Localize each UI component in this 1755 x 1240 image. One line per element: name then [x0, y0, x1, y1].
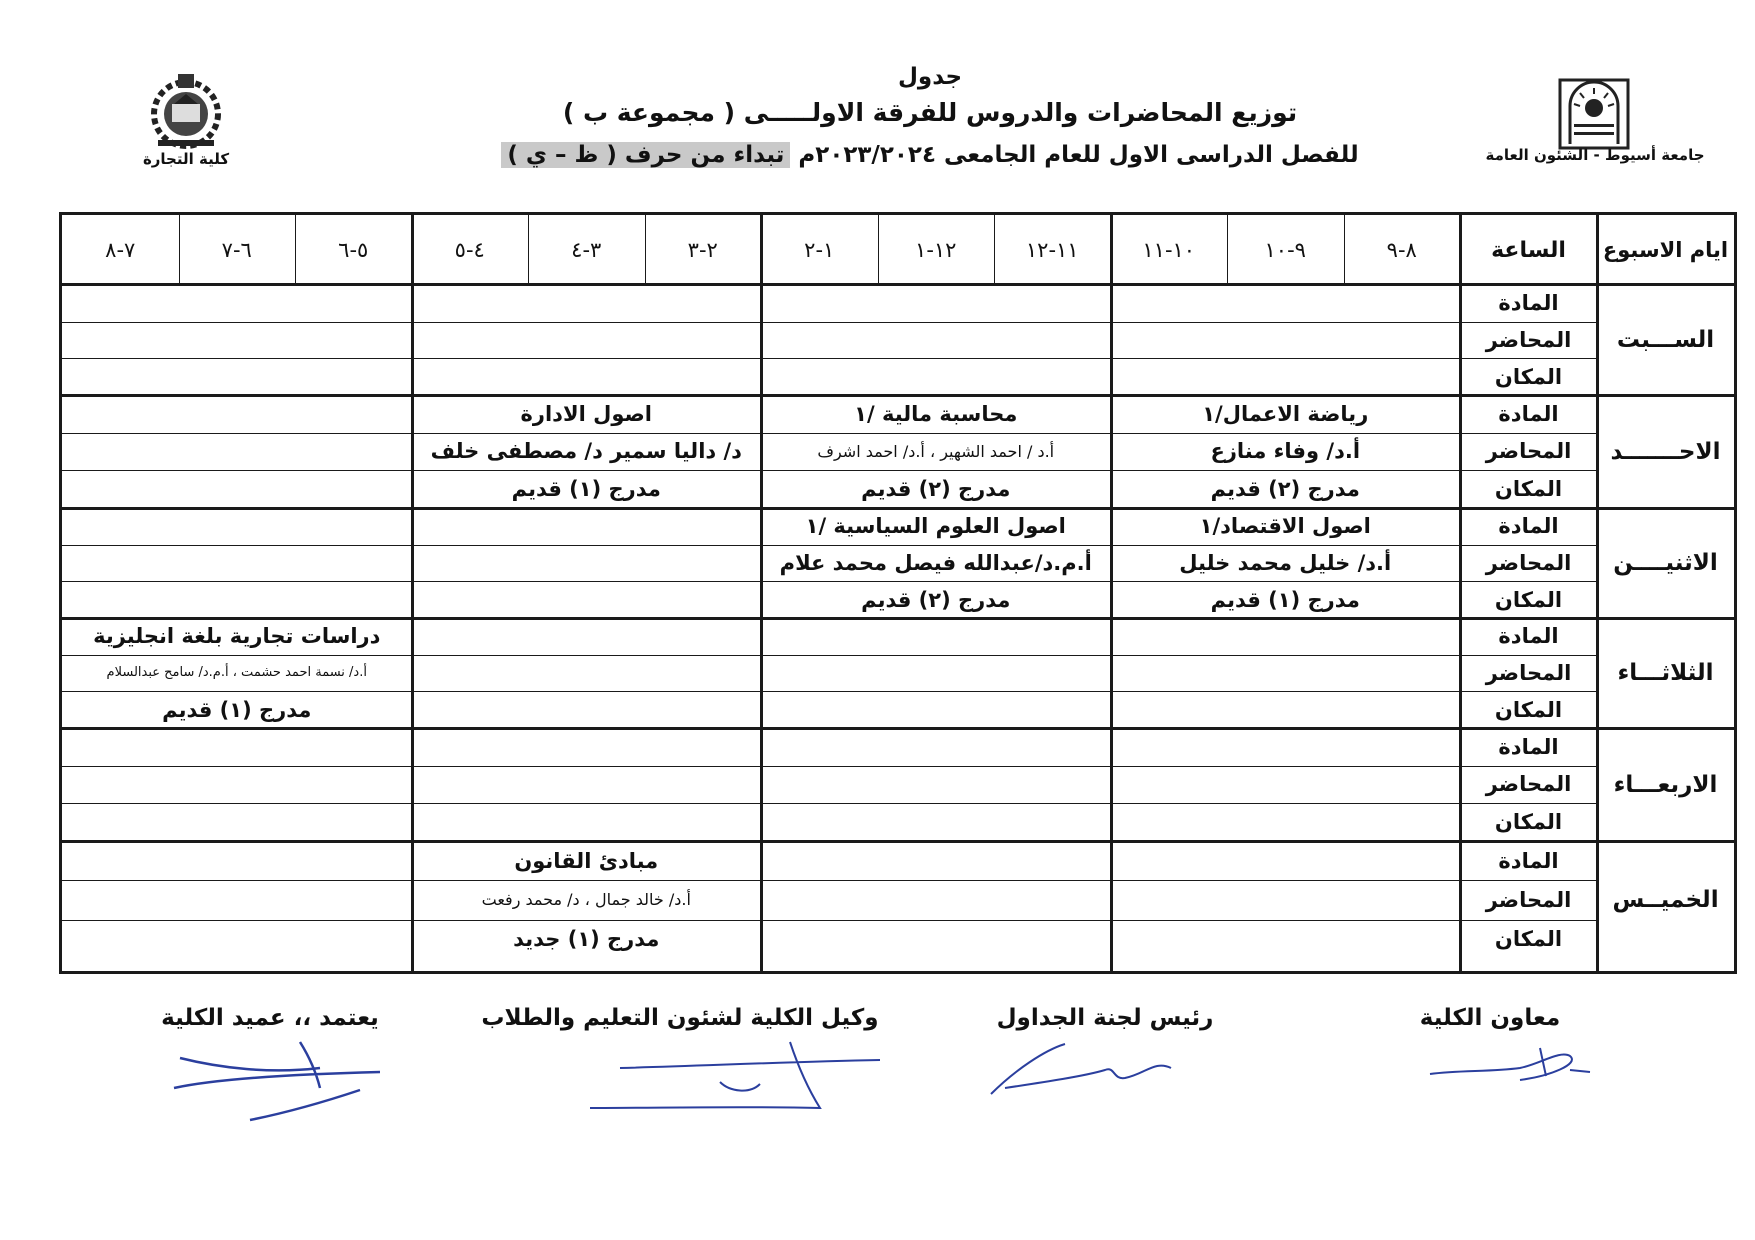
schedule-place: مدرج (٢) قديم	[861, 587, 1011, 612]
row-label: المكان	[1494, 697, 1563, 722]
row-label: المادة	[1498, 291, 1559, 316]
document-title: جدول	[897, 64, 963, 90]
signature-scribble-vice-dean	[580, 1032, 900, 1122]
row-label: المكان	[1494, 587, 1563, 612]
faculty-caption: كلية التجارة	[142, 150, 230, 168]
day-col-divider	[1596, 215, 1599, 971]
block-divider	[760, 215, 763, 971]
signature-label-assistant: معاون الكلية	[1419, 1005, 1561, 1031]
day-name: الاحـــــــد	[1610, 438, 1721, 465]
row-label: المادة	[1498, 514, 1559, 539]
slot-divider	[179, 215, 180, 285]
day-name: الســـبت	[1616, 327, 1715, 353]
row-label: المادة	[1498, 401, 1559, 426]
time-slot-header: ٦-٧	[221, 238, 252, 262]
day-divider	[62, 507, 1734, 510]
row-divider	[62, 766, 1597, 767]
document-subtitle: توزيع المحاضرات والدروس للفرقة الاولـــــى ( مجموعة ب )	[562, 98, 1298, 127]
time-slot-header: ١-٢	[804, 238, 835, 262]
time-slot-header: ٤-٥	[454, 238, 485, 262]
schedule-lecturer: أ.م.د/عبدالله فيصل محمد علام	[779, 550, 1092, 575]
time-slot-header: ٨-٩	[1386, 238, 1417, 262]
schedule-subject: محاسبة مالية /١	[854, 401, 1018, 426]
header-divider	[62, 283, 1734, 286]
row-divider	[62, 358, 1597, 359]
university-caption: جامعة أسيوط - الشئون العامة	[1485, 146, 1705, 164]
row-divider	[62, 880, 1597, 881]
slot-divider	[994, 215, 995, 285]
letter-range-highlight: تبداء من حرف ( ظ – ي )	[501, 142, 790, 168]
signature-label-vice-dean: وكيل الكلية لشئون التعليم والطلاب	[481, 1005, 879, 1031]
weekday-header: ايام الاسبوع	[1602, 238, 1729, 262]
row-label: المحاضر	[1485, 327, 1572, 352]
slot-divider	[1344, 215, 1345, 285]
schedule-table	[59, 212, 1737, 974]
university-logo-icon	[1556, 74, 1632, 152]
row-label: المحاضر	[1485, 772, 1572, 797]
time-slot-header: ٩-١٠	[1264, 238, 1306, 262]
row-label: المكان	[1494, 927, 1563, 952]
time-slot-header: ١٠-١١	[1142, 238, 1196, 262]
schedule-lecturer: أ.د/ خليل محمد خليل	[1179, 550, 1392, 575]
row-label: المكان	[1494, 810, 1563, 835]
schedule-subject: رياضة الاعمال/١	[1202, 401, 1369, 426]
time-slot-header: ٥-٦	[338, 238, 369, 262]
schedule-lecturer: د/ داليا سمير د/ مصطفى خلف	[430, 439, 742, 464]
schedule-place: مدرج (٢) قديم	[1210, 477, 1360, 502]
time-slot-header: ١١-١٢	[1025, 238, 1079, 262]
semester-line	[500, 142, 1360, 168]
row-divider	[62, 655, 1597, 656]
time-slot-header: ٢-٣	[687, 238, 718, 262]
row-divider	[62, 581, 1597, 582]
row-label: المحاضر	[1485, 887, 1572, 912]
time-slot-header: ٣-٤	[571, 238, 602, 262]
row-label: المكان	[1494, 477, 1563, 502]
schedule-place: مدرج (٢) قديم	[861, 477, 1011, 502]
row-divider	[62, 470, 1597, 471]
signature-label-committee-head: رئيس لجنة الجداول	[996, 1005, 1214, 1031]
schedule-subject: اصول العلوم السياسية /١	[805, 514, 1066, 539]
schedule-place: مدرج (١) قديم	[162, 697, 312, 722]
row-label: المادة	[1498, 734, 1559, 759]
day-divider	[62, 394, 1734, 397]
schedule-subject: اصول الادارة	[520, 401, 652, 426]
row-label: المكان	[1494, 364, 1563, 389]
row-divider	[62, 433, 1597, 434]
schedule-lecturer: أ.د/ وفاء منازع	[1210, 439, 1361, 464]
hour-header: الساعة	[1491, 237, 1566, 263]
day-name: الاثنيــــن	[1613, 550, 1718, 576]
schedule-lecturer: أ.د / احمد الشهير ، أ.د/ احمد اشرف	[817, 441, 1055, 461]
block-divider	[1110, 215, 1113, 971]
day-name: الخميــس	[1612, 887, 1719, 913]
slot-divider	[295, 215, 296, 285]
schedule-subject: مبادئ القانون	[514, 848, 659, 873]
faculty-logo-icon	[144, 70, 228, 150]
slot-divider	[878, 215, 879, 285]
row-divider	[62, 545, 1597, 546]
row-divider	[62, 691, 1597, 692]
signature-scribble-assistant	[1420, 1030, 1610, 1100]
day-divider	[62, 617, 1734, 620]
block-divider	[411, 215, 414, 971]
time-slot-header: ١٢-١	[915, 238, 957, 262]
label-col-divider	[1459, 215, 1462, 971]
day-name: الثلاثـــاء	[1617, 660, 1714, 686]
slot-divider	[1227, 215, 1228, 285]
slot-divider	[645, 215, 646, 285]
signature-label-dean: يعتمد ،، عميد الكلية	[161, 1005, 379, 1031]
day-divider	[62, 727, 1734, 730]
schedule-subject: دراسات تجارية بلغة انجليزية	[93, 624, 381, 649]
row-divider	[62, 920, 1597, 921]
signature-scribble-committee-head	[985, 1030, 1205, 1100]
row-divider	[62, 322, 1597, 323]
time-slot-header: ٧-٨	[105, 238, 136, 262]
row-label: المحاضر	[1485, 550, 1572, 575]
schedule-place: مدرج (١) قديم	[1210, 587, 1360, 612]
row-label: المحاضر	[1485, 439, 1572, 464]
day-divider	[62, 840, 1734, 843]
slot-divider	[528, 215, 529, 285]
row-divider	[62, 803, 1597, 804]
schedule-place: مدرج (١) قديم	[511, 477, 661, 502]
signature-scribble-dean	[160, 1028, 390, 1128]
schedule-subject: اصول الاقتصاد/١	[1199, 514, 1371, 539]
schedule-lecturer: أ.د/ خالد جمال ، د/ محمد رفعت	[481, 890, 691, 910]
row-label: المحاضر	[1485, 660, 1572, 685]
schedule-place: مدرج (١) جديد	[513, 927, 660, 952]
schedule-lecturer: أ.د/ نسمة احمد حشمت ، أ.م.د/ سامح عبدالسلام	[106, 665, 367, 681]
row-label: المادة	[1498, 848, 1559, 873]
row-label: المادة	[1498, 624, 1559, 649]
day-name: الاربعـــاء	[1613, 771, 1718, 798]
semester-text: للفصل الدراسى الاول للعام الجامعى ٢٠٢٣/٢٠٢٤م	[798, 142, 1359, 168]
